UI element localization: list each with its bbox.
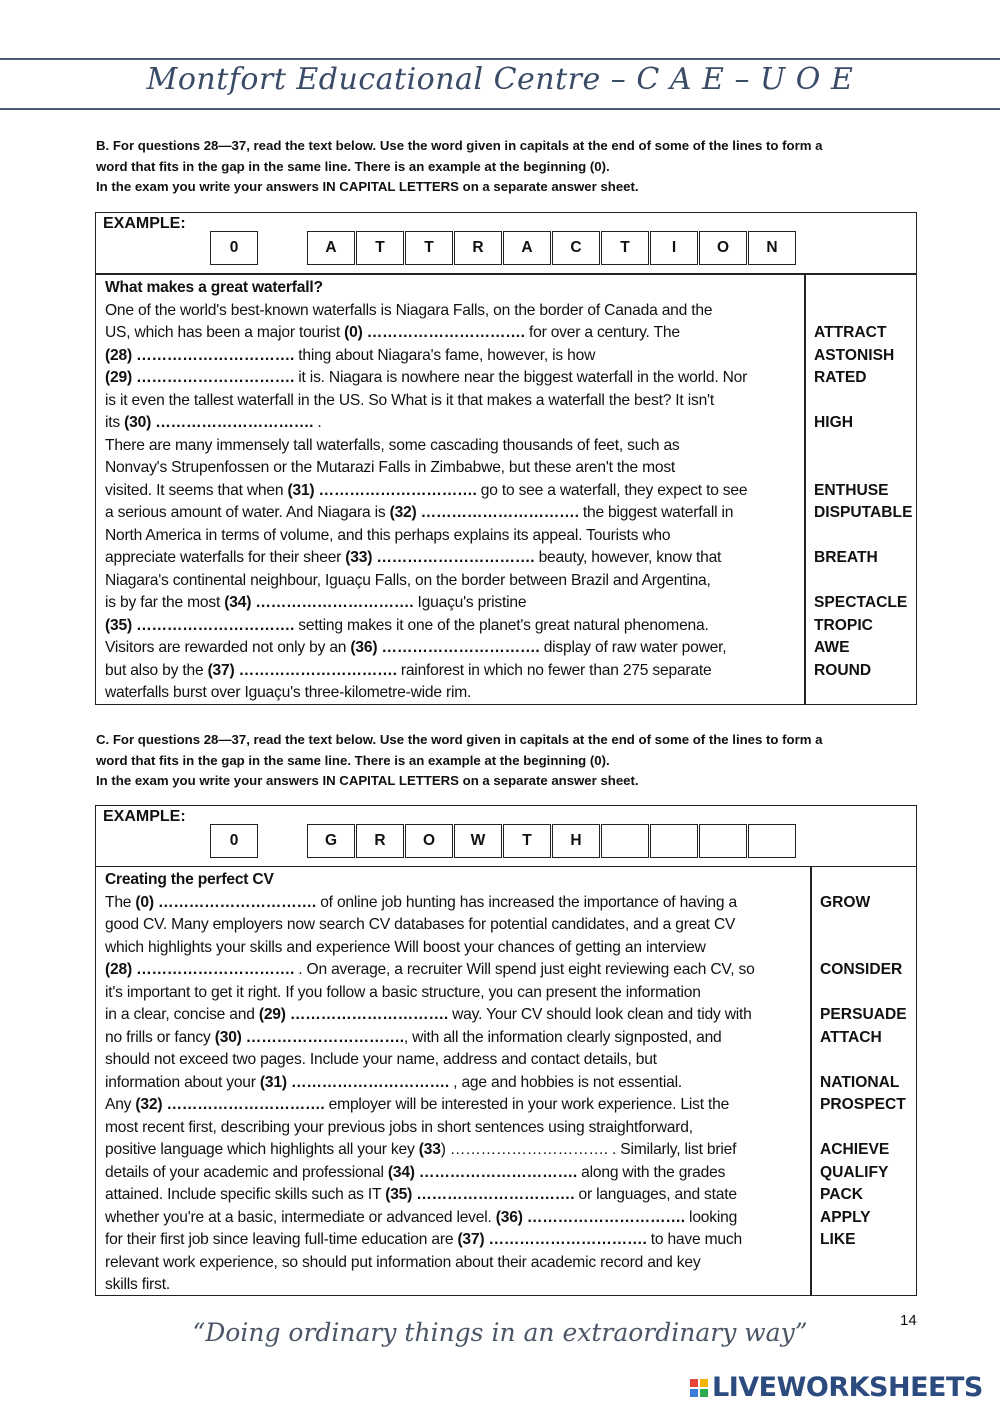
passage-line xyxy=(105,1004,755,1027)
root-word: AWE xyxy=(814,639,850,656)
passage-text: US, which has been a major tourist xyxy=(105,324,345,341)
section-b-instructions xyxy=(96,136,920,198)
passage-title: What makes a great waterfall? xyxy=(105,279,323,296)
root-word: PERSUADE xyxy=(820,1006,907,1023)
passage-line xyxy=(105,1229,755,1252)
example-letter-cell: T xyxy=(356,231,404,265)
example-letter-cell: T xyxy=(405,231,453,265)
section-c-instructions xyxy=(96,730,920,792)
footer-quote: “Doing ordinary things in an extraordinary way” xyxy=(192,1318,808,1347)
passage-line xyxy=(105,615,747,638)
passage-text: skills first. xyxy=(105,1276,170,1293)
liveworksheets-icon xyxy=(690,1379,708,1397)
header-bottom-rule xyxy=(0,108,1000,110)
gap-marker: (33 xyxy=(418,1141,441,1158)
root-word: SPECTACLE xyxy=(814,594,908,611)
example-answer-row xyxy=(210,824,797,858)
passage-text: display of raw water power, xyxy=(539,639,727,656)
gap-marker: (32) …………………………. xyxy=(389,504,579,521)
passage-text: North America in terms of volume, and this perhaps explains its appeal. Tourists who xyxy=(105,526,671,544)
passage-line xyxy=(105,1139,755,1162)
root-word-blank xyxy=(814,277,912,300)
passage-line xyxy=(105,367,747,390)
passage-text: ) …………………………. . Similarly, list brief xyxy=(440,1141,737,1158)
example-empty-cell xyxy=(650,824,698,858)
passage-line xyxy=(105,1072,755,1095)
brand-text: LIVEWORKSHEETS xyxy=(712,1372,983,1403)
passage-text: thing about Niagara's fame, however, is how xyxy=(294,346,596,364)
root-word-blank xyxy=(814,682,912,705)
passage-text: employer will be interested in your work experience. List the xyxy=(324,1096,730,1113)
passage-text: positive language which highlights all your key xyxy=(105,1141,419,1158)
gap-marker: (36) …………………………. xyxy=(350,639,540,656)
passage-line xyxy=(105,937,755,960)
column-divider xyxy=(804,275,806,704)
root-word-blank xyxy=(820,1274,907,1297)
passage-text: relevant work experience, so should put information about their academic record and key xyxy=(105,1253,701,1271)
gap-marker: (30) …………………………. xyxy=(214,1028,404,1046)
passage-text: the biggest waterfall in xyxy=(578,504,734,521)
gap-marker: (37) …………………………. xyxy=(457,1231,647,1248)
example-letter-cell: A xyxy=(503,231,551,265)
section-b-text-box xyxy=(95,274,917,705)
root-word-blank xyxy=(820,1117,907,1140)
example-letter-cell: N xyxy=(748,231,796,265)
passage-text: visited. It seems that when xyxy=(105,481,288,499)
example-letter-cell: C xyxy=(552,231,600,265)
root-word: ENTHUSE xyxy=(814,481,889,499)
gap-marker: (30) …………………………. xyxy=(124,414,314,431)
passage-line xyxy=(105,390,747,413)
passage-text: but also by the xyxy=(105,661,208,679)
example-letter-cell: T xyxy=(503,824,551,858)
passage-text: for over a century. The xyxy=(524,324,680,341)
passage-text: is by far the most xyxy=(105,594,225,611)
example-letter-cell: R xyxy=(356,824,404,858)
passage-text: is it even the tallest waterfall in the US. So What is it that makes a waterfall the best? It isn't xyxy=(105,391,714,409)
passage-text: information about your xyxy=(105,1073,260,1091)
example-letter-cell: O xyxy=(699,231,747,265)
gap-marker: (0) …………………………. xyxy=(344,324,525,341)
example-letter-cell: I xyxy=(650,231,698,265)
passage-text: to have much xyxy=(646,1231,742,1248)
gap-marker: (35) …………………………. xyxy=(105,616,295,634)
instruction-line: In the exam you write your answers IN CAPITAL LETTERS on a separate answer sheet. xyxy=(96,773,639,788)
root-word-blank xyxy=(820,1252,907,1275)
passage-text: The xyxy=(105,893,136,911)
passage-text: . xyxy=(313,414,322,431)
passage-text: One of the world's best-known waterfalls is Niagara Falls, on the border of Canada and the xyxy=(105,301,713,319)
root-word: HIGH xyxy=(814,414,853,431)
passage-text: Nonvay's Strupenfossen or the Mutarazi Falls in Zimbabwe, but these aren't the most xyxy=(105,459,676,476)
example-letter-cell: W xyxy=(454,824,502,858)
passage-text: whether you're at a basic, intermediate or advanced level. xyxy=(105,1208,496,1226)
passage-line xyxy=(105,1184,755,1207)
root-word: LIKE xyxy=(820,1231,856,1248)
root-word: ASTONISH xyxy=(814,346,895,364)
gap-marker: (35) …………………………. xyxy=(385,1186,575,1203)
gap-marker: (0) …………………………. xyxy=(135,893,317,911)
passage-text: setting makes it one of the planet's great natural phenomena. xyxy=(294,616,709,634)
passage-line xyxy=(105,682,747,705)
section-c-example-box xyxy=(95,805,917,867)
gap-marker: (29) …………………………. xyxy=(258,1006,448,1023)
passage-line xyxy=(105,1027,755,1050)
gap-marker: (34) …………………………. xyxy=(387,1163,577,1181)
passage-text: which highlights your skills and experience Will boost your chances of getting an interview xyxy=(105,938,706,956)
passage-text: Niagara's continental neighbour, Iguaçu Falls, on the border between Brazil and Argentina, xyxy=(105,571,711,589)
passage-line xyxy=(105,435,747,458)
root-word-blank xyxy=(814,457,912,480)
root-word-blank xyxy=(814,435,912,458)
brand-icon-square xyxy=(690,1389,698,1397)
passage-line xyxy=(105,1117,755,1140)
passage-text: it's important to get it right. If you follow a basic structure, you can present the information xyxy=(105,983,701,1001)
section-b-example-box xyxy=(95,212,917,274)
passage-text: no frills or fancy xyxy=(105,1028,215,1046)
root-word: APPLY xyxy=(820,1208,871,1226)
passage-text: beauty, however, know that xyxy=(534,549,722,566)
passage-line xyxy=(105,1094,755,1117)
passage-line xyxy=(105,457,747,480)
root-word-blank xyxy=(814,390,912,413)
passage-line xyxy=(105,892,755,915)
passage-line xyxy=(105,345,747,368)
passage-text: rainforest in which no fewer than 275 separate xyxy=(396,661,712,679)
gap-marker: (28) …………………………. xyxy=(105,346,295,364)
passage-text: There are many immensely tall waterfalls, some cascading thousands of feet, such as xyxy=(105,436,680,454)
passage-line xyxy=(105,1252,755,1275)
root-word: NATIONAL xyxy=(820,1073,900,1091)
section-c-word-column xyxy=(820,869,907,1297)
passage-text: good CV. Many employers now search CV databases for potential candidates, and a great CV xyxy=(105,916,736,933)
instruction-line: C. For questions 28—37, read the text below. Use the word given in capitals at the end of some of the lines to form a xyxy=(96,732,823,747)
passage-text: for their first job since leaving full-time education are xyxy=(105,1231,458,1248)
gap-marker: (33) …………………………. xyxy=(345,549,535,566)
example-letter-cell: A xyxy=(307,231,355,265)
passage-line xyxy=(105,525,747,548)
gap-marker: (34) …………………………. xyxy=(224,594,414,611)
passage-line xyxy=(105,480,747,503)
example-letter-cell: H xyxy=(552,824,600,858)
passage-line xyxy=(105,502,747,525)
root-word: GROW xyxy=(820,893,871,911)
root-word: PROSPECT xyxy=(820,1096,906,1113)
passage-text: Iguaçu's pristine xyxy=(413,594,527,611)
passage-text: along with the grades xyxy=(577,1163,726,1181)
passage-text: details of your academic and professional xyxy=(105,1163,388,1181)
passage-text: appreciate waterfalls for their sheer xyxy=(105,549,346,566)
passage-text: should not exceed two pages. Include your name, address and contact details, but xyxy=(105,1051,657,1068)
passage-text: Any xyxy=(105,1096,136,1113)
passage-text: a serious amount of water. And Niagara is xyxy=(105,504,390,521)
root-word-blank xyxy=(820,1049,907,1072)
root-word-blank xyxy=(820,869,907,892)
passage-text: looking xyxy=(684,1208,738,1226)
section-b-word-column xyxy=(814,277,912,705)
example-empty-cell xyxy=(748,824,796,858)
example-label: EXAMPLE: xyxy=(103,808,186,825)
brand-icon-square xyxy=(700,1379,708,1387)
passage-line xyxy=(105,570,747,593)
root-word-blank xyxy=(820,937,907,960)
passage-text: go to see a waterfall, they expect to see xyxy=(476,481,748,499)
root-word: BREATH xyxy=(814,549,878,566)
root-word: ROUND xyxy=(814,661,872,679)
passage-line xyxy=(105,660,747,683)
root-word: DISPUTABLE xyxy=(814,504,913,521)
passage-line xyxy=(105,1207,755,1230)
passage-line xyxy=(105,1049,755,1072)
root-word: TROPIC xyxy=(814,616,873,634)
passage-line xyxy=(105,1162,755,1185)
example-letter-cell: R xyxy=(454,231,502,265)
gap-marker: (36) …………………………. xyxy=(495,1208,685,1226)
instruction-line: word that fits in the gap in the same line. There is an example at the beginning (0). xyxy=(96,158,610,174)
passage-text: waterfalls burst over Iguaçu's three-kilometre-wide rim. xyxy=(105,684,472,701)
passage-line xyxy=(105,637,747,660)
passage-text: in a clear, concise and xyxy=(105,1006,259,1023)
root-word-blank xyxy=(820,982,907,1005)
top-rule xyxy=(0,58,1000,60)
section-c-passage xyxy=(105,869,755,1297)
passage-text: . On average, a recruiter Will spend just eight reviewing each CV, so xyxy=(294,961,755,978)
root-word: ATTACH xyxy=(820,1028,882,1046)
root-word: QUALIFY xyxy=(820,1163,889,1181)
root-word: ACHIEVE xyxy=(820,1141,890,1158)
instruction-line: word that fits in the gap in the same line. There is an example at the beginning (0). xyxy=(96,752,610,768)
passage-line xyxy=(105,914,755,937)
section-c-text-box xyxy=(95,866,917,1296)
gap-marker: (29) …………………………. xyxy=(105,369,295,386)
root-word-blank xyxy=(820,914,907,937)
root-word: CONSIDER xyxy=(820,961,903,978)
page-header-title: Montfort Educational Centre – C A E – U O E xyxy=(146,62,854,97)
liveworksheets-logo[interactable] xyxy=(690,1372,983,1403)
passage-text: of online job hunting has increased the importance of having a xyxy=(316,893,737,911)
gap-marker: (32) …………………………. xyxy=(135,1096,325,1113)
example-letter-cell: G xyxy=(307,824,355,858)
instruction-line: B. For questions 28—37, read the text below. Use the word given in capitals at the end of some of the lines to form a xyxy=(96,138,823,153)
passage-line xyxy=(105,959,755,982)
example-empty-cell xyxy=(601,824,649,858)
brand-icon-square xyxy=(700,1389,708,1397)
passage-title: Creating the perfect CV xyxy=(105,871,274,888)
passage-line xyxy=(105,300,747,323)
gap-marker: (31) …………………………. xyxy=(287,481,477,499)
root-word: PACK xyxy=(820,1186,864,1203)
brand-icon-square xyxy=(690,1379,698,1387)
example-letter-cell: O xyxy=(405,824,453,858)
root-word-blank xyxy=(814,525,912,548)
passage-line xyxy=(105,547,747,570)
passage-text: it is. Niagara is nowhere near the biggest waterfall in the world. Nor xyxy=(294,369,748,386)
example-letter-cell: T xyxy=(601,231,649,265)
passage-text: its xyxy=(105,414,125,431)
passage-line xyxy=(105,592,747,615)
example-number-cell: 0 xyxy=(210,824,258,858)
root-word-blank xyxy=(814,300,912,323)
passage-line xyxy=(105,322,747,345)
passage-text: attained. Include specific skills such as IT xyxy=(105,1186,386,1203)
gap-marker: (28) …………………………. xyxy=(105,961,295,978)
root-word: ATTRACT xyxy=(814,324,887,341)
passage-text: Visitors are rewarded not only by an xyxy=(105,639,351,656)
example-label: EXAMPLE: xyxy=(103,215,186,232)
section-b-passage xyxy=(105,277,747,705)
example-answer-row xyxy=(210,231,797,265)
example-empty-cell xyxy=(699,824,747,858)
passage-text: or languages, and state xyxy=(574,1186,737,1203)
passage-text: most recent first, describing your previous jobs in short sentences using straightforward, xyxy=(105,1118,693,1136)
example-number-cell: 0 xyxy=(210,231,258,265)
passage-line xyxy=(105,1274,755,1297)
root-word: RATED xyxy=(814,369,867,386)
passage-text: way. Your CV should look clean and tidy with xyxy=(447,1006,752,1023)
column-divider xyxy=(810,867,812,1295)
passage-line xyxy=(105,982,755,1005)
gap-marker: (31) …………………………. xyxy=(259,1073,450,1091)
passage-text: , with all the information clearly signposted, and xyxy=(403,1028,722,1046)
passage-text: , age and hobbies is not essential. xyxy=(449,1073,682,1091)
passage-line xyxy=(105,412,747,435)
instruction-line: In the exam you write your answers IN CAPITAL LETTERS on a separate answer sheet. xyxy=(96,179,639,194)
root-word-blank xyxy=(814,570,912,593)
gap-marker: (37) …………………………. xyxy=(207,661,397,679)
page-number: 14 xyxy=(900,1312,917,1329)
